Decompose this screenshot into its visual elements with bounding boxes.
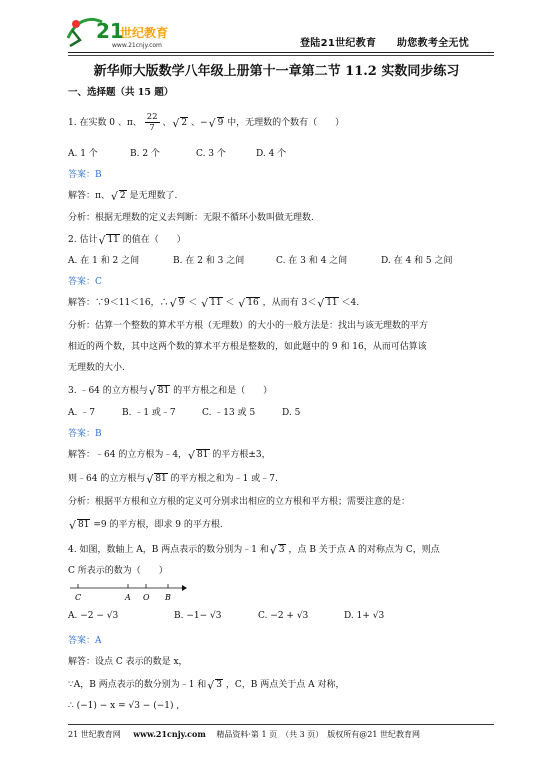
q1-explanation: 解答：π、√ 2 是无理数了.	[68, 188, 177, 201]
q3-analysis-1: 分析：根据平方根和立方根的定义可分别求出相应的立方根和平方根；需要注意的是：	[68, 497, 411, 507]
q4-options	[68, 611, 384, 621]
q1-answer: 答案：B	[68, 170, 102, 180]
svg-text:21: 21	[96, 19, 124, 43]
page-title: 新华师大版数学八年级上册第十一章第二节 11.2 实数同步练习	[93, 64, 460, 79]
q3-stem: 3. ﹣64 的立方根与√ 81 的平方根之和是（ ）	[68, 383, 272, 396]
q1-analysis: 分析：根据无理数的定义去判断：无限不循环小数叫做无理数.	[68, 213, 314, 223]
q2-stem: 2. 估计√ 11 的值在（ ）	[68, 232, 186, 245]
q3-analysis-2: √ 81 =9 的平方根，即求 9 的平方根.	[68, 517, 223, 530]
q4-answer: 答案：A	[68, 636, 102, 646]
q4-stem-2: C 所表示的数为（ ）	[68, 566, 168, 576]
q1-option-b[interactable]: B. 2 个	[130, 149, 160, 159]
q4-option-c[interactable]: C. −2 + √3	[258, 611, 309, 621]
q3-options	[68, 405, 300, 418]
q3-answer: 答案：B	[68, 429, 102, 439]
point-label-a: A	[125, 593, 131, 602]
q2-option-d[interactable]: D. 在 4 和 5 之间	[381, 256, 453, 266]
header-rule	[68, 52, 494, 53]
q1-option-a[interactable]: A. 1 个	[68, 149, 98, 159]
svg-text:www.21cnjy.com: www.21cnjy.com	[112, 42, 162, 49]
q2-analysis-1: 分析：估算一个整数的算术平方根（无理数）的大小的一般方法是：找出与该无理数的平方	[68, 321, 429, 331]
footer-rule	[68, 724, 494, 725]
q2-answer: 答案：C	[68, 277, 102, 287]
brand-slogan: 登陆21世纪教育 助您教考全无忧	[300, 38, 470, 49]
q2-options	[68, 253, 453, 266]
q4-explanation-3: ∴ (−1) − x = √3 − (−1) ,	[68, 701, 180, 711]
point-label-b: B	[165, 593, 171, 602]
q4-option-a[interactable]: A. −2 − √3	[68, 611, 119, 621]
q1-stem: 1. 在实数 0 、π、 $\frac{22}{7}$ 、√ 2 、−√ 9 中，无理数的个数有（ ）	[68, 112, 344, 133]
header-rule-thin	[68, 55, 494, 56]
footer-url[interactable]: www.21cnjy.com	[133, 729, 206, 739]
footer-page-info: 精品资料·第 1 页 （共 3 页） 版权所有@21 世纪教育网	[216, 730, 420, 739]
q3-explanation-1: 解答：﹣64 的立方根为﹣4，√ 81 的平方根±3，	[68, 447, 271, 460]
number-line-figure	[68, 578, 188, 604]
q2-option-c[interactable]: C. 在 3 和 4 之间	[276, 256, 348, 266]
logo	[62, 10, 192, 52]
q3-option-a[interactable]: A. ﹣7	[68, 408, 95, 418]
q3-option-d[interactable]: D. 5	[282, 408, 301, 418]
q1-option-d[interactable]: D. 4 个	[256, 149, 287, 159]
svg-text:世纪教育: 世纪教育	[120, 26, 169, 40]
q4-explanation-1: 解答：设点 C 表示的数是 x，	[68, 657, 188, 667]
q2-analysis-3: 无理数的大小.	[68, 363, 125, 373]
q4-option-d[interactable]: D. 1+ √3	[344, 611, 385, 621]
point-label-o: O	[143, 593, 150, 602]
q2-explanation: 解答：∵9＜11＜16，∴√ 9 ＜ √ 11 ＜ √ 16 ，从而有 3＜√ 11 ＜4.	[68, 295, 359, 308]
point-label-c: C	[75, 593, 82, 602]
q3-option-b[interactable]: B. ﹣1 或﹣7	[122, 408, 176, 418]
q3-explanation-2: 则﹣64 的立方根与√ 81 的平方根之和为﹣1 或﹣7.	[68, 471, 278, 484]
q3-option-c[interactable]: C. ﹣13 或 5	[202, 408, 256, 418]
q4-option-b[interactable]: B. −1− √3	[174, 611, 222, 621]
q4-explanation-2: ∵A，B 两点表示的数分别为﹣1 和√ 3 ，C，B 两点关于点 A 对称，	[68, 677, 344, 690]
section-heading: 一、选择题（共 15 题）	[68, 87, 174, 98]
q1-options	[68, 146, 286, 159]
q2-option-b[interactable]: B. 在 2 和 3 之间	[173, 256, 245, 266]
q2-option-a[interactable]: A. 在 1 和 2 之间	[68, 256, 140, 266]
footer-site-name: 21 世纪教育网	[68, 730, 121, 739]
q1-option-c[interactable]: C. 3 个	[196, 149, 226, 159]
q2-analysis-2: 相近的两个数，其中这两个数的算术平方根是整数的，如此题中的 9 和 16，从而可估算该	[68, 342, 427, 352]
q4-stem-1: 4. 如图，数轴上 A，B 两点表示的数分别为﹣1 和√ 3 ，点 B 关于点 A 的对称点为 C，则点	[68, 542, 440, 555]
page-footer	[68, 729, 420, 740]
